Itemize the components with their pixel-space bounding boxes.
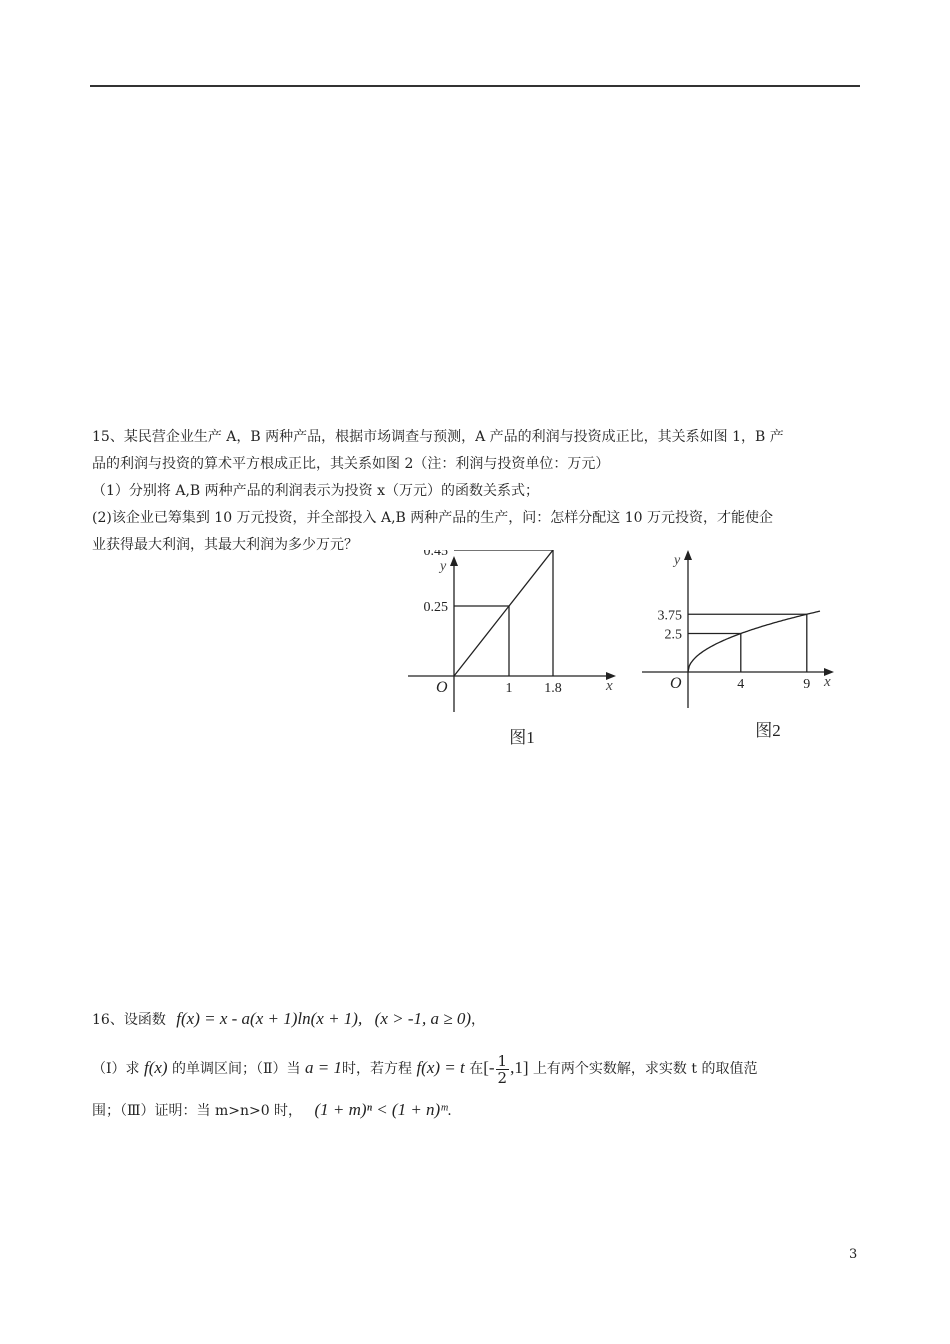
question-16	[92, 1000, 862, 1130]
part-1-text: 的单调区间；（Ⅱ）当	[172, 1061, 301, 1077]
q15-line-3: （1）分别将 A,B 两种产品的利润表示为投资 x（万元）的函数关系式；	[92, 483, 540, 499]
part-2-text-c: 上有两个实数解，求实数 t 的取值范	[532, 1061, 758, 1077]
a-equals-one: a = 1	[305, 1058, 342, 1077]
figures	[400, 550, 840, 760]
q16-intro: 16、设函数	[92, 1012, 166, 1028]
part-2-text-b: 在	[469, 1061, 484, 1077]
figure-1	[408, 550, 616, 747]
fig2-caption: 图2	[755, 721, 781, 740]
figures-svg	[400, 550, 840, 760]
fx-symbol: f(x)	[143, 1058, 168, 1077]
q16-comma: ，	[471, 1012, 485, 1028]
fig2-x-tick-label: 9	[803, 677, 811, 692]
fraction-numerator: 1	[497, 1051, 508, 1070]
q15-line-1: 15、某民营企业生产 A，B 两种产品，根据市场调查与预测，A 产品的利润与投资成正比，其关系如图 1，B 产	[92, 429, 784, 445]
fraction-denominator: 2	[497, 1068, 508, 1087]
fig1-y-tick-label: 0.25	[423, 600, 448, 615]
q15-line-5: 业获得最大利润，其最大利润为多少万元？	[92, 537, 358, 553]
inequality: (1 + m)ⁿ < (1 + n)ᵐ	[314, 1100, 448, 1119]
fig2-origin-label: O	[670, 675, 682, 692]
fig1-y-tick-label: 0.45	[423, 550, 448, 559]
header-rule	[90, 85, 860, 87]
fig1-x-label: x	[606, 678, 613, 694]
fig1-y-label: y	[440, 559, 447, 574]
question-15	[92, 424, 862, 559]
fig2-y-arrow	[684, 550, 692, 560]
figure-2	[642, 550, 834, 740]
fig2-y-tick-label: 2.5	[664, 627, 682, 643]
interval-open: [-	[483, 1058, 495, 1077]
fig1-origin-label: O	[436, 679, 448, 696]
page-number: 3	[849, 1247, 858, 1262]
interval-close: ,1]	[510, 1058, 529, 1077]
part-3-text: 围；（Ⅲ）证明：当 m>n>0 时，	[92, 1103, 303, 1119]
fig2-x-tick-label: 4	[737, 677, 745, 692]
q16-end: .	[447, 1103, 452, 1119]
fig1-x-tick-label: 1.8	[544, 681, 562, 696]
fig2-y-tick-label: 3.75	[657, 608, 682, 624]
fig1-y-arrow	[450, 556, 458, 566]
q15-line-4: (2)该企业已筹集到 10 万元投资，并全部投入 A,B 两种产品的生产，问：怎样分配这 10 万元投资，才能使企	[92, 510, 774, 526]
fig2-curve	[688, 611, 820, 672]
part-2-text-a: 时，若方程	[341, 1061, 412, 1077]
fig2-x-label: x	[824, 674, 831, 690]
fraction-one-half	[496, 1053, 510, 1086]
fig2-y-label: y	[674, 553, 681, 568]
fig1-x-tick-label: 1	[505, 681, 513, 696]
equation-fx-t: f(x) = t	[416, 1058, 465, 1077]
part-1-prefix: （Ⅰ）求	[92, 1061, 140, 1077]
fig1-line	[454, 550, 600, 676]
q15-line-2: 品的利润与投资的算术平方根成正比，其关系如图 2（注：利润与投资单位：万元）	[92, 456, 610, 472]
function-domain: (x > -1, a ≥ 0)	[374, 1009, 471, 1028]
fig1-caption: 图1	[509, 728, 535, 747]
function-definition: f(x) = x - a(x + 1)ln(x + 1),	[176, 1009, 363, 1028]
